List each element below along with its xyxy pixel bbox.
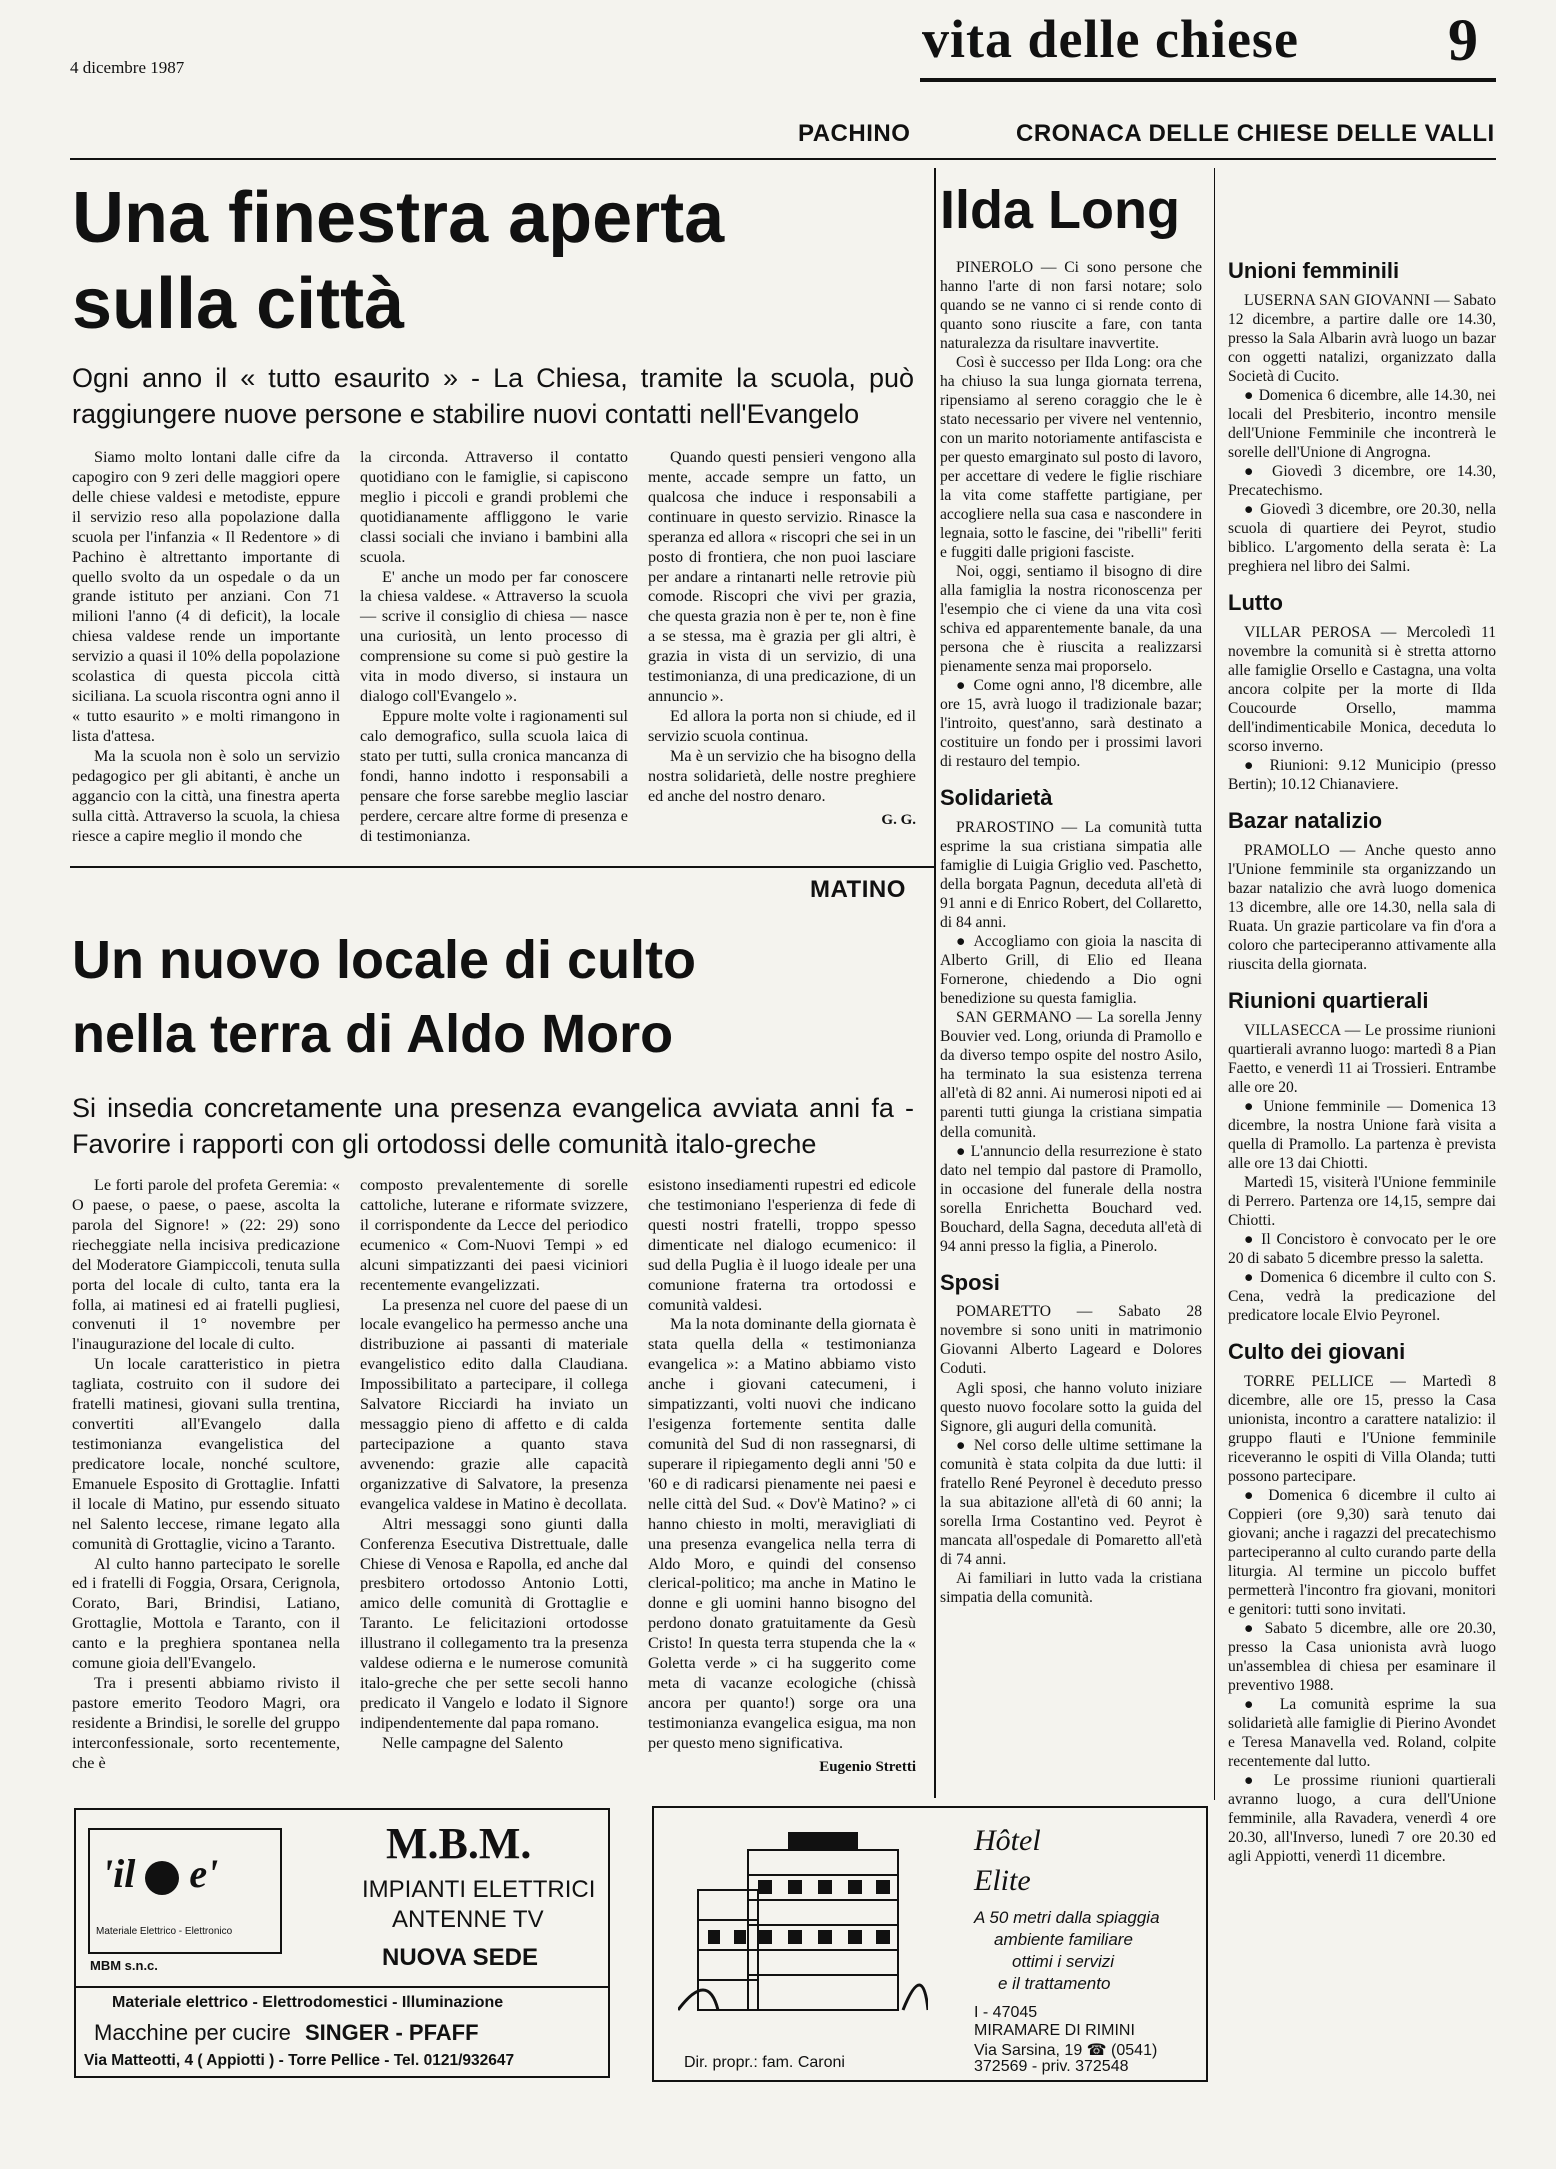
- ad-mbm-logo-brand: MBM s.n.c.: [90, 1958, 158, 1973]
- ad-hotel-title1: Hôtel: [974, 1824, 1041, 1857]
- sposi-p4: Ai familiari in lutto vada la cristiana simpatia della comunità.: [940, 1569, 1202, 1606]
- far-right-column: [1228, 258, 1496, 1866]
- ad-mbm-logo-sub: Materiale Elettrico - Elettronico: [96, 1926, 233, 1937]
- article1-col3-p2: Ed allora la porta non si chiude, ed il servizio scuola continua.: [648, 706, 916, 745]
- article2-col1: [72, 1176, 340, 1774]
- ad-mbm-line5-b: SINGER - PFAFF: [305, 2020, 479, 2045]
- page-number: 9: [1448, 7, 1479, 73]
- ilda-long-p3: Noi, oggi, sentiamo il bisogno di dire alla famiglia la nostra riconoscenza per l'esempio che ci viene da una vita così schiva ed apparentemente banale, da una persona che è riuscita a realizzarsi pienamente senza mai proporselo.: [940, 563, 1202, 676]
- solidarieta-p1: PRAROSTINO — La comunità tutta esprime la sua cristiana simpatia alle famiglie di Luigia Griglio ved. Paschetto, della borgata Pagnun, deceduta all'età di 91 anni e di Enrico Robert, del Collaretto, di 84 anni.: [940, 819, 1202, 932]
- masthead-title: vita delle chiese: [922, 9, 1299, 69]
- rule-under-tags: [70, 158, 1496, 160]
- ad-hotel-owner: Dir. propr.: fam. Caroni: [684, 2054, 845, 2071]
- article1-signature: G. G.: [881, 811, 916, 828]
- article1-col2-p2: E' anche un modo per far conoscere la chiesa valdese. « Attraverso la scuola — scrive il consiglio di chiesa — nasce una curiosità, un lento processo di comprensione su come si può gestire la vita in modo diverso, si instaura un dialogo coll'Evangelo ».: [360, 567, 628, 706]
- article2-col3: [648, 1176, 916, 1776]
- solidarieta-p3: SAN GERMANO — La sorella Jenny Bouvier ved. Long, oriunda di Pramollo e da diverso tempo ospite del nostro Asilo, ha terminato la sua esistenza terrena all'età di 82 anni. Ai numerosi nipoti ed ai parenti tutti giunga la cristiana simpatia della comunità.: [940, 1009, 1202, 1141]
- riunioni-p5: ● Domenica 6 dicembre il culto con S. Cena, vedrà la predicazione del predicatore locale Elvio Peyronel.: [1228, 1269, 1496, 1325]
- unioni-p4: ● Giovedì 3 dicembre, ore 20.30, nella scuola di quartiere dei Peyrot, studio biblico. L'argomento della serata è: La preghiera nel libro dei Salmi.: [1228, 501, 1496, 576]
- ad-mbm-line3: NUOVA SEDE: [382, 1944, 539, 1971]
- article2-signature: Eugenio Stretti: [819, 1758, 916, 1775]
- ad-hotel-desc2: ambiente familiare: [994, 1930, 1133, 1949]
- culto-p4: ● La comunità esprime la sua solidarietà alle famiglie di Pierino Avondet e Teresa Manavella ved. Roland, colpite recentemente dal lutto.: [1228, 1696, 1496, 1771]
- culto-p3: ● Sabato 5 dicembre, alle ore 20.30, presso la Casa unionista avrà luogo un'assemblea di chiesa per esaminare il preventivo 1988.: [1228, 1620, 1496, 1695]
- ilda-long-headline: Ilda Long: [940, 180, 1180, 240]
- lightbulb-dot-icon: [145, 1861, 179, 1895]
- ad-mbm: [74, 1808, 610, 2078]
- article2-col2-p2: La presenza nel cuore del paese di un locale evangelico ha permesso anche una distribuzione ai passanti di materiale evangelistico edito dalla Claudiana. Impossibilitato a partecipare, il collega Salvatore Ricciardi ha inviato un messaggio pieno di affetto e di calda partecipazione a quanto stava avvenendo: grazie alle capacità organizzative di Salvatore, la presenza evangelica valdese in Matino è decollata.: [360, 1295, 628, 1513]
- culto-giovani-heading: Culto dei giovani: [1228, 1339, 1406, 1365]
- ad-mbm-line6: Via Matteotti, 4 ( Appiotti ) - Torre Pellice - Tel. 0121/932647: [84, 2052, 515, 2069]
- riunioni-p2: ● Unione femminile — Domenica 13 dicembre, la nostra Unione farà visita a quella di Pramollo. La partenza è prevista alle ore 13 dai Chiotti.: [1228, 1097, 1496, 1172]
- right-column-divider: [1214, 168, 1215, 1800]
- sposi-heading: Sposi: [940, 1269, 1000, 1295]
- ad-hotel-title2: Elite: [974, 1864, 1031, 1897]
- unioni-p3: ● Giovedì 3 dicembre, ore 14.30, Precatechismo.: [1228, 462, 1496, 499]
- ad-mbm-logo-text: [102, 1850, 218, 1897]
- unioni-p2: ● Domenica 6 dicembre, alle 14.30, nei locali del Presbiterio, incontro mensile dell'Unione Femminile che incontrerà le sorelle dell'Unione di Angrogna.: [1228, 386, 1496, 461]
- sposi-p2: Agli sposi, che hanno voluto iniziare questo nuovo focolare sotto la guida del Signore, gli auguri della comunità.: [940, 1379, 1202, 1435]
- masthead-rule: [920, 78, 1496, 82]
- article2-headline-line2: nella terra di Aldo Moro: [72, 1004, 674, 1064]
- sposi-p1: POMARETTO — Sabato 28 novembre si sono uniti in matrimonio Giovanni Alberto Lageard e Dolores Coduti.: [940, 1303, 1202, 1378]
- article1-col2-p1: la circonda. Attraverso il contatto quotidiano con le famiglie, si capiscono meglio i piccoli e grandi problemi che quotidianamente affliggono le varie classi sociali che inviano i bambini alla scuola.: [360, 448, 628, 566]
- article1-col1-p1: Siamo molto lontani dalle cifre da capogiro con 9 zeri delle maggiori opere delle chiese valdesi e metodiste, eppure il servizio reso alla popolazione dalla scuola per l'infanzia « Il Redentore » di Pachino è altrettanto importante di quello svolto da un ospedale o da un grande istituto per anziani. Con 71 milioni l'anno (4 di deficit), la locale chiesa valdese rende un importante servizio a quasi il 10% della popolazione scolastica di questa piccola città siciliana. La scuola riscontra ogni anno il « tutto esaurito » e molti rimangono in lista d'attesa.: [72, 448, 340, 745]
- issue-date: 4 dicembre 1987: [70, 58, 185, 77]
- section-tag-cronaca: CRONACA DELLE CHIESE DELLE VALLI: [1016, 120, 1495, 147]
- solidarieta-p4: ● L'annuncio della resurrezione è stato dato nel tempio dal pastore di Pramollo, in occasione del funerale della nostra sorella Enrichetta Bouchard ved. Bouchard, della Sagna, deceduta all'età di 94 anni presso la figlia, a Pinerolo.: [940, 1142, 1202, 1255]
- article2-col1-p4: Tra i presenti abbiamo rivisto il pastore emerito Teodoro Magri, ora residente a Brindisi, le sorelle del gruppo interconfessionale, sorto recentemente, che è: [72, 1674, 340, 1772]
- article1-col1: [72, 448, 340, 846]
- ilda-long-p2: Così è successo per Ilda Long: ora che ha chiuso la sua lunga giornata terrena, ripensiamo al sereno coraggio che le è stato necessario per vivere nel ventennio, con un marito notoriamente antifascista e per questo emarginato sul posto di lavoro, per accettare di vedere le figlie rischiare la vita come staffette partigiane, per accogliere nella sua casa e nascondere in legnaia, sotto le fascine, dei "ribelli" feriti e fuggiti dalle prigioni fasciste.: [940, 354, 1202, 562]
- section-tag-pachino: PACHINO: [798, 120, 911, 147]
- ad-mbm-line1: IMPIANTI ELETTRICI: [362, 1876, 596, 1903]
- lutto-heading: Lutto: [1228, 590, 1283, 616]
- article1-col2-p3: Eppure molte volte i ragionamenti sul calo demografico, sulla scuola laica di stato per tutti, sulla cronica mancanza di fondi, hanno indotto i responsabili a pensare che forse sarebbe meglio lasciar perdere, cercare altre forme di presenza e di testimonianza.: [360, 706, 628, 845]
- article1-headline-line2: sulla città: [72, 264, 405, 344]
- ad-hotel-cap: I - 47045: [974, 2004, 1038, 2021]
- article2-deck: Si insedia concretamente una presenza evangelica avviata anni fa - Favorire i rapporti con gli ortodossi delle comunità italo-greche: [72, 1093, 914, 1160]
- ad-mbm-logo-left: 'il: [102, 1851, 136, 1896]
- ad-hotel-address: Via Sarsina, 19 ☎ (0541): [974, 2042, 1158, 2059]
- article1-headline-line1: Una finestra aperta: [72, 178, 725, 258]
- article2-col2-p4: Nelle campagne del Salento: [382, 1733, 564, 1752]
- sposi-p3: ● Nel corso delle ultime settimane la comunità è stata colpita da due lutti: il fratello René Peyronel è deceduto presso la sua abitazione all'età di 60 anni; la sorella Irma Costantino ved. Peyrot è mancata all'ospedale di Pomaretto all'età di 74 anni.: [940, 1436, 1202, 1568]
- column-divider: [934, 168, 936, 1798]
- lutto-p2: ● Riunioni: 9.12 Municipio (presso Bertin); 10.12 Chianaviere.: [1228, 757, 1496, 794]
- ad-mbm-rule: [76, 1986, 608, 1988]
- article1-col3-p1: Quando questi pensieri vengono alla mente, accade sempre un fatto, un qualcosa che induce i responsabili a continuare in questo servizio. Rinasce la speranza ed allora « riscopri che sei in un posto di frontiera, che non puoi lasciare per andare a rintanarti nelle retrovie più comode. Riscopri che vivi per grazia, che questa grazia non è per te, non è fine a se stessa, ma è grazia per gli altri, è grazia in vista di un servizio, di una testimonianza, di una predicazione, di un annuncio ».: [648, 448, 916, 706]
- rule-above-matino: [70, 866, 934, 868]
- article2-col1-p3: Al culto hanno partecipato le sorelle ed i fratelli di Foggia, Orsara, Cerignola, Corato, Bari, Brindisi, Latiano, Grottaglie, Mottola e Taranto, con il canto e la preghiera spontanea nella comune gioia dell'Evangelo.: [72, 1554, 340, 1673]
- ad-hotel-phones: 372569 - priv. 372548: [974, 2058, 1129, 2075]
- solidarieta-heading: Solidarietà: [940, 785, 1053, 811]
- ilda-long-column: [940, 258, 1202, 1607]
- article2-col1-p1: Le forti parole del profeta Geremia: « O paese, o paese, o paese, ascolta la parola del Signore! » (22: 29) sono riecheggiate nella incisiva predicazione del Moderatore Giampiccoli, tenuta sulla porta del locale di culto, tanta era la folla, ai matinesi ed ai fratelli pugliesi, convenuti il 1° novembre per l'inaugurazione del locale di culto.: [72, 1176, 340, 1354]
- unioni-p1: LUSERNA SAN GIOVANNI — Sabato 12 dicembre, a partire dalle ore 14.30, presso la Sala Albarin avrà luogo un bazar con oggetti natalizi, organizzato dalla Società di Cucito.: [1228, 291, 1496, 385]
- article2-col1-p2: Un locale caratteristico in pietra tagliata, costruito con il sudore dei fratelli matinesi, giovani sulla trentina, convertiti all'Evangelo dalla testimonianza evangelistica del predicatore locale, nonché scultore, Emanuele Esposito di Grottaglie. Infatti il locale di Matino, pur essendo situato nel Salento leccese, rimane legato alla comunità di Grottaglie, vicino a Taranto.: [72, 1355, 340, 1553]
- article1-col1-p2: Ma la scuola non è solo un servizio pedagogico per gli abitanti, è anche un aggancio con la città, una finestra aperta sulla città. Attraverso la scuola, la chiesa riesce a capire meglio il mondo che: [72, 746, 340, 845]
- article1-col3: [648, 448, 916, 829]
- ad-mbm-line5-a: Macchine per cucire: [94, 2020, 291, 2045]
- riunioni-quartierali-heading: Riunioni quartierali: [1228, 987, 1429, 1013]
- article2-col3-p2: Ma la nota dominante della giornata è stata quella della « testimonianza evangelica »: a Matino abbiamo visto anche i giovani catecumeni, i simpatizzanti, volti nuovi che indicano l'esigenza fortemente sentita dalle comunità del Sud di non rassegnarsi, di superare il ripiegamento degli anni '50 e '60 e di radicarsi pienamente nei paesi e nelle città del Sud. « Dov'è Matino? » ci hanno chiesto in molti, meravigliati di una presenza evangelica nella terra di Aldo Moro, e quindi del consenso clerical-politico; ma anche in Matino le donne e gli uomini hanno bisogno del perdono donato gratuitamente da Gesù Cristo! In questa terra stupenda che la « Goletta verde » ci ha suggerito come meta di vacanze ecologiche (chissà ancora per quanto!) sorge ora una testimonianza evangelica esigua, ma non per questo meno significativa.: [648, 1315, 916, 1752]
- ilda-long-p4: ● Come ogni anno, l'8 dicembre, alle ore 15, avrà luogo il tradizionale bazar; l'introito, quest'anno, sarà destinato a costituire un fondo per i prossimi lavori di restauro del tempio.: [940, 677, 1202, 771]
- culto-p5: ● Le prossime riunioni quartierali avranno luogo, a cura dell'Unione femminile, alla Ravadera, venerdì 4 ore 20.30, all'Inverso, lunedì 7 ore 20.30 ed agli Appiotti, venerdì 11 dicembre.: [1228, 1772, 1496, 1866]
- solidarieta-p2: ● Accogliamo con gioia la nascita di Alberto Grill, di Elio ed Ileana Fornerone, chiedendo a Dio ogni benedizione su questa famiglia.: [940, 933, 1202, 1008]
- ad-mbm-line4: Materiale elettrico - Elettrodomestici - Illuminazione: [112, 1994, 504, 2011]
- ad-hotel-desc3: ottimi i servizi: [1012, 1952, 1115, 1971]
- culto-p2: ● Domenica 6 dicembre il culto ai Coppieri (ore 9,30) sarà tenuto dai giovani; anche i ragazzi del precatechismo parteciperanno al culto curando parte della liturgia. Al termine un piccolo buffet permetterà l'incontro fra giovani, monitori e genitori: tutti sono invitati.: [1228, 1486, 1496, 1619]
- article2-col2-p1: composto prevalentemente di sorelle cattoliche, luterane e riformate svizzere, il corrispondente da Lecce del periodico ecumenico « Com-Nuovi Tempi » ed alcuni simpatizzanti dei paesi viciniori recentemente evangelizzati.: [360, 1176, 628, 1294]
- bazar-p1: PRAMOLLO — Anche questo anno l'Unione femminile sta organizzando un bazar natalizio che avrà luogo domenica 13 dicembre, alle ore 14.30, nella sala di Ruata. Un grazie particolare va fin d'ora a coloro che parteciperanno attivamente alla riuscita della giornata.: [1228, 841, 1496, 973]
- ad-mbm-logo: [88, 1828, 282, 1954]
- ad-hotel-desc1: A 50 metri dalla spiaggia: [974, 1908, 1160, 1927]
- ad-mbm-line5: [94, 2020, 479, 2046]
- ad-hotel-desc4: e il trattamento: [998, 1974, 1111, 1993]
- ad-hotel-city: MIRAMARE DI RIMINI: [974, 2022, 1135, 2039]
- article2-headline-line1: Un nuovo locale di culto: [72, 930, 697, 990]
- ilda-long-p1: PINEROLO — Ci sono persone che hanno l'arte di non farsi notare; solo quando se ne vanno ci si rende conto di quanto sono riuscite a fare, con tanta naturalezza da risultare inavvertite.: [940, 259, 1202, 353]
- section-tag-matino: MATINO: [810, 876, 906, 903]
- ad-mbm-name: M.B.M.: [386, 1819, 532, 1868]
- culto-p1: TORRE PELLICE — Martedì 8 dicembre, alle ore 15, presso la Casa unionista, incontro a carattere natalizio: il gruppo flauti e l'Unione femminile riceveranno le ospiti di Villa Olanda; tutti possono partecipare.: [1228, 1372, 1496, 1485]
- bazar-natalizio-heading: Bazar natalizio: [1228, 808, 1383, 834]
- unioni-femminili-heading: Unioni femminili: [1228, 258, 1400, 283]
- article2-col2-p3: Altri messaggi sono giunti dalla Conferenza Esecutiva Distrettuale, dalle Chiese di Venosa e Rapolla, ed anche dal presbitero ortodosso Antonio Lotti, amico delle comunità di Grottaglie e Taranto. Le felicitazioni ortodosse illustrano il collegamento tra la presenza valdese odierna e le numerose comunità italo-greche che per sette secoli hanno predicato il Vangelo e lodato il Signore indipendentemente dal papa romano.: [360, 1514, 628, 1732]
- hotel-building-illustration: [678, 1820, 928, 2016]
- ad-mbm-line2: ANTENNE TV: [392, 1906, 544, 1933]
- article1-deck: Ogni anno il « tutto esaurito » - La Chiesa, tramite la scuola, può raggiungere nuove persone e stabilire nuovi contatti nell'Evangelo: [72, 363, 914, 430]
- riunioni-p1: VILLASECCA — Le prossime riunioni quartierali avranno luogo: martedì 8 a Pian Faetto, e venerdì 11 ai Trossieri. Entrambe alle ore 20.: [1228, 1021, 1496, 1096]
- article2-col2: [360, 1176, 628, 1754]
- lutto-p1: VILLAR PEROSA — Mercoledì 11 novembre la comunità si è stretta attorno alle famiglie Orsello e Castagna, una volta ancora colpite per la morte di Ilda Coucourde Orsello, mamma dell'indimenticabile Monica, deceduta lo scorso inverno.: [1228, 623, 1496, 755]
- article1-col3-p3: Ma è un servizio che ha bisogno della nostra solidarietà, delle nostre preghiere ed anche del nostro denaro.: [648, 746, 916, 805]
- article1-col2: [360, 448, 628, 846]
- ad-hotel-elite: [652, 1806, 1208, 2082]
- ad-mbm-logo-right: e': [189, 1851, 219, 1896]
- ad-hotel-sign: Hotel ELITE: [784, 1814, 841, 1825]
- riunioni-p4: ● Il Concistoro è convocato per le ore 20 di sabato 5 dicembre presso la saletta.: [1228, 1230, 1496, 1267]
- riunioni-p3: Martedì 15, visiterà l'Unione femminile di Perrero. Partenza ore 14,15, sempre dai Chiotti.: [1228, 1173, 1496, 1229]
- article2-col3-p1: esistono insediamenti rupestri ed edicole che testimoniano l'esperienza di fede di questi nostri fratelli, troppo spesso dimenticate nel dialogo ecumenico: il sud della Puglia è il luogo ideale per una comunione fraterna tra ortodossi e comunità valdesi.: [648, 1176, 916, 1314]
